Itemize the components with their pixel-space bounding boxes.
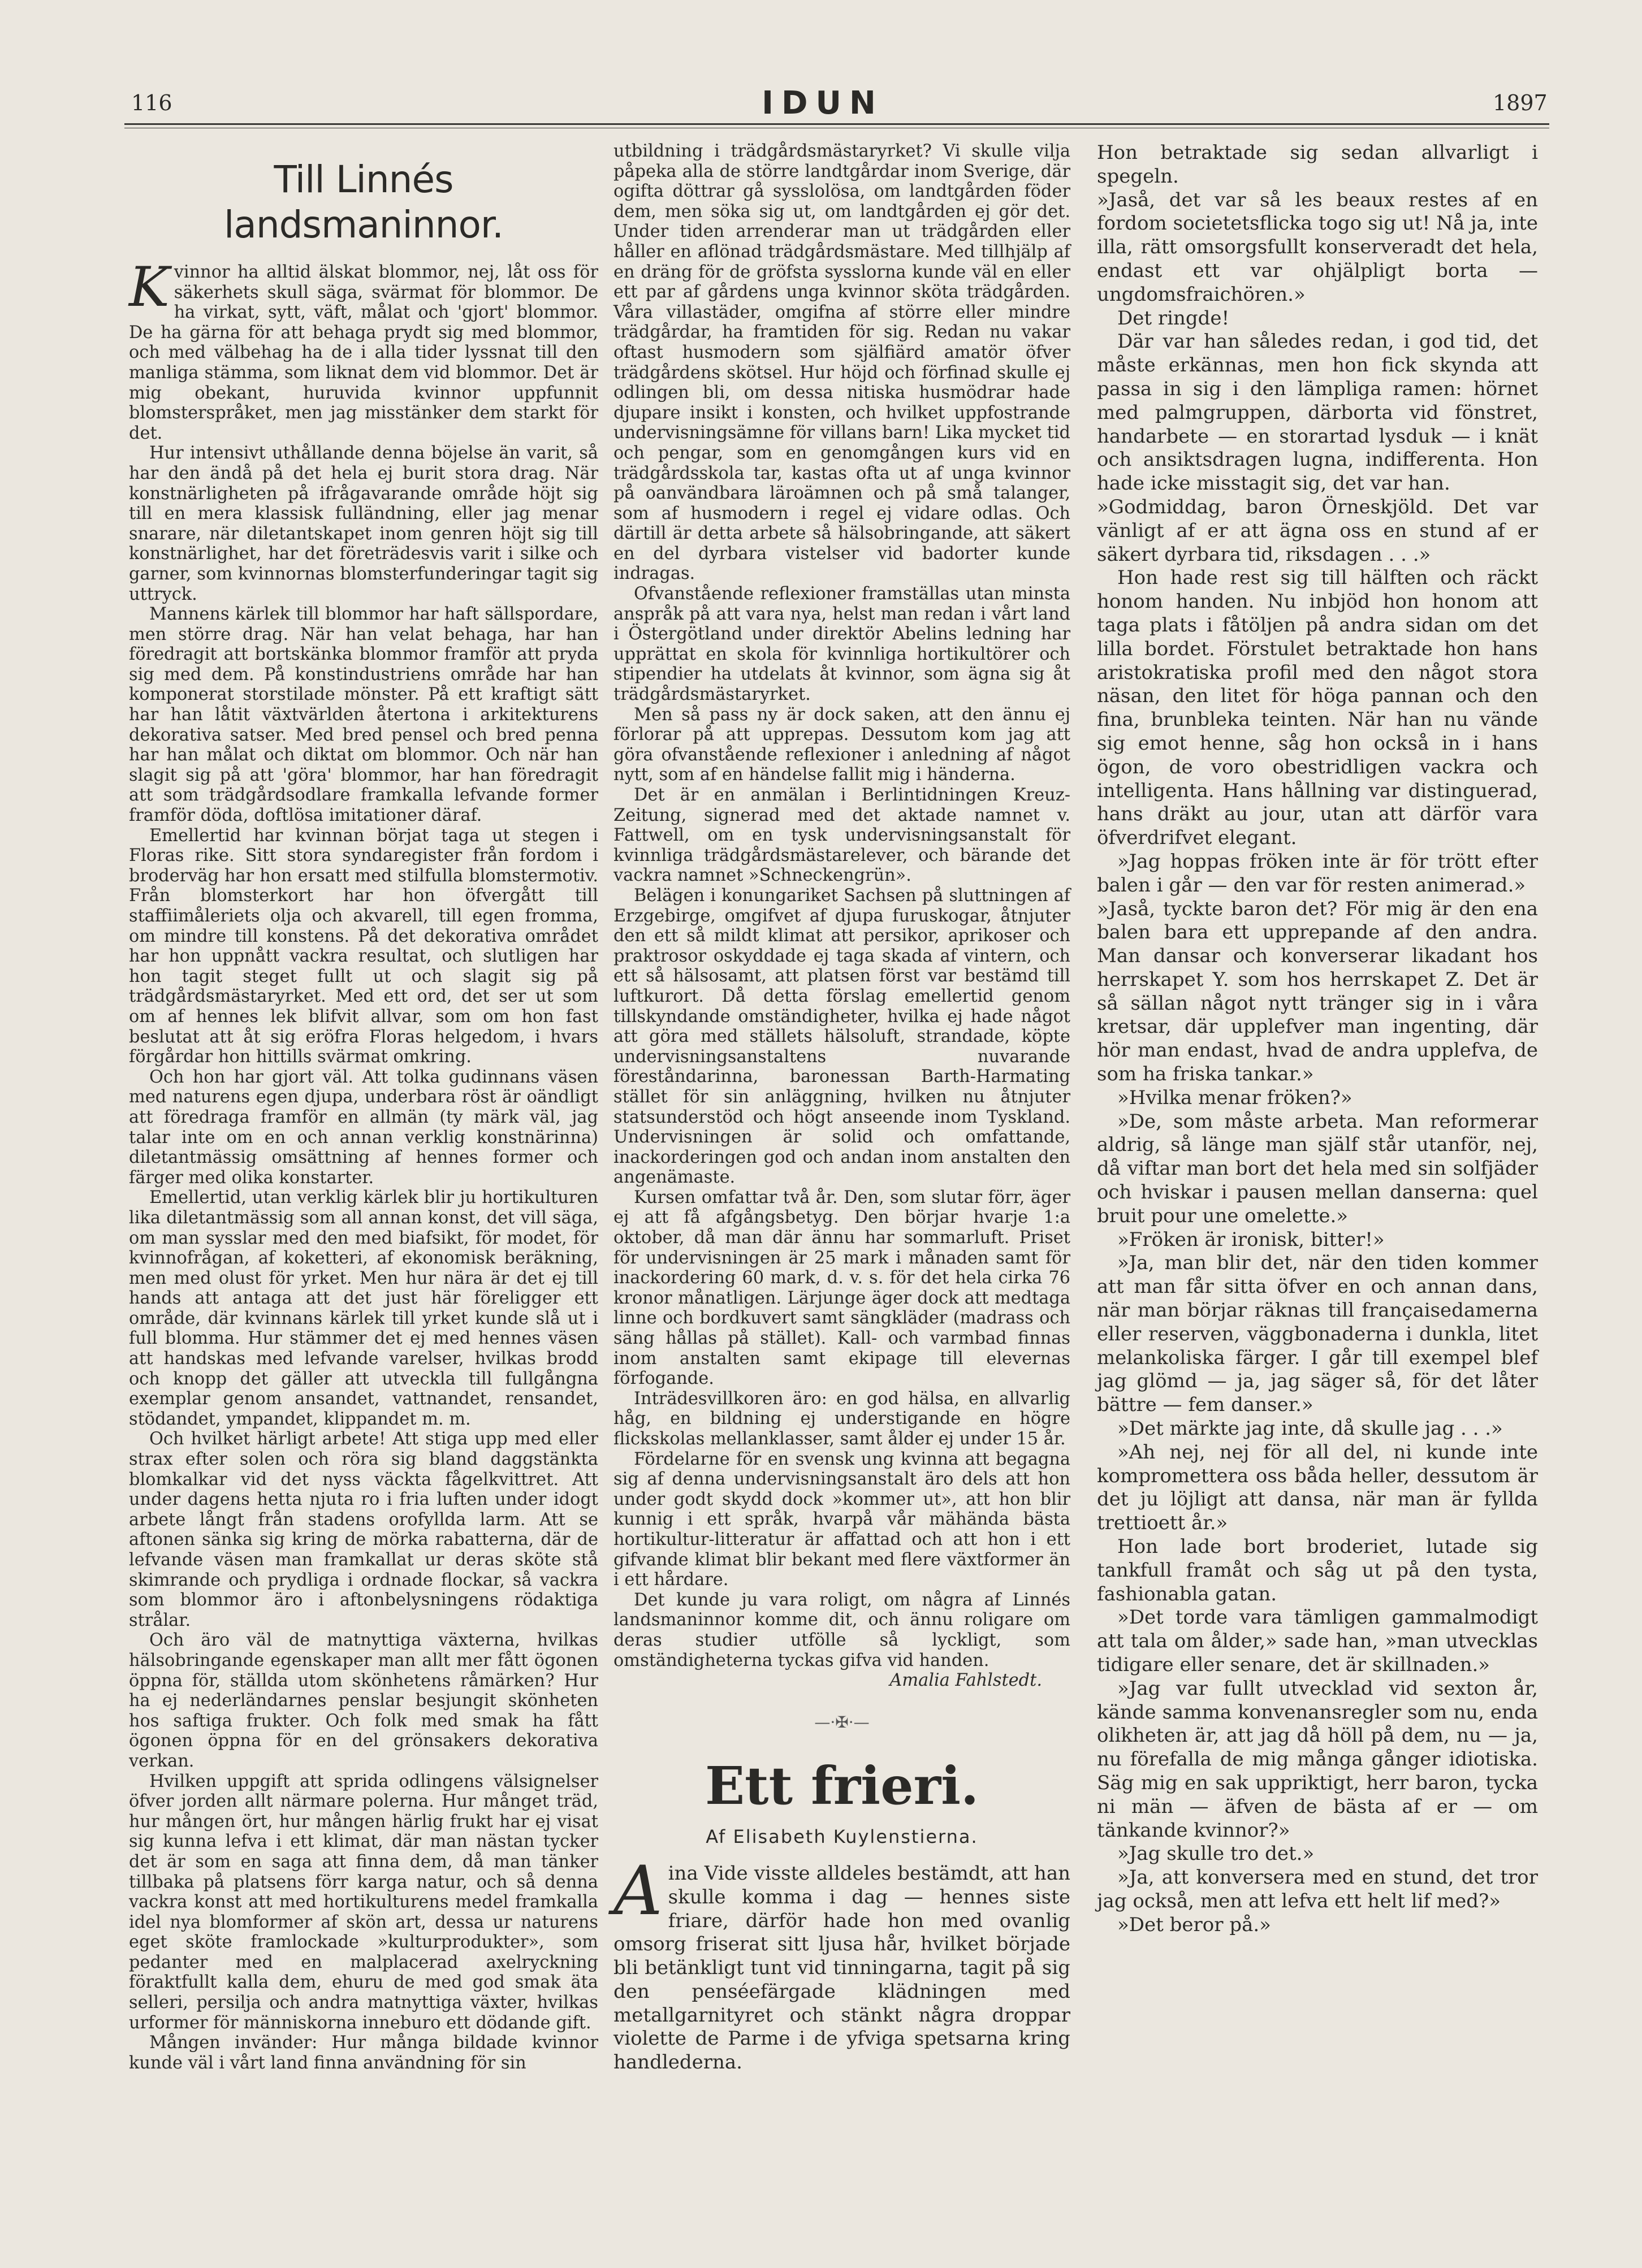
article2-paragraph: Där var han således redan, i god tid, det måste erkännas, men hon fick skynda att passa in sig i den lämpliga ramen: hörnet med palmgruppen, därborta vid fönstret, handarbete — en storartad lysduk — i knät och ansiktsdragen lugna, indifferenta. Hon hade icke misstagit sig, det var han. xyxy=(1097,330,1538,495)
article1-author: Amalia Fahlstedt. xyxy=(889,1670,1042,1691)
publication-year: 1897 xyxy=(1493,90,1548,115)
article2-paragraph: Hon lade bort broderiet, lutade sig tankfull framåt och såg ut på den tysta, fashionabla gatan. xyxy=(1097,1535,1538,1605)
page-header xyxy=(0,85,1642,124)
article2-paragraph: »Jaså, tyckte baron det? För mig är den ena balen bara ett upprepande af den andra. Man dansar och konverserar likadant hos herrskapet Y. som hos herrskapet Z. Det är så sällan något nytt tränger sig in i våra kretsar, där upplefver man ingenting, där hör man endast, hvad de andra upplefva, de som ha friska tankar.» xyxy=(1097,897,1538,1086)
article1-drop-cap: K xyxy=(129,256,170,319)
section-divider: —·✠·— xyxy=(814,1712,870,1732)
article1-paragraph: Och äro väl de matnyttiga växterna, hvilkas hälsobringande egenskaper man allt mer fått ögonen öppna för, ställda utom skönhetens råmärken? Hur ha ej nederländarnes penslar besjungit skönheten hos saftiga frukter. Och folk med smak ha fått ögonen öppna för en del grönsakers dekorativa verkan. xyxy=(129,1630,598,1771)
article1-continuation: Fördelarne för en svensk ung kvinna att begagna sig af denna undervisningsanstalt äro dels att hon under godt skydd dock »kommer ut», att hon blir kunnig i ett språk, hvarpå vår mähända bästa hortikultur-litteratur är affattad och att hon i ett gifvande klimat blir bekant med flere växtformer än i ett hårdare. xyxy=(613,1449,1070,1590)
column-1 xyxy=(129,141,598,2073)
article1-paragraph: Emellertid, utan verklig kärlek blir ju hortikulturen lika diletantmässig som all annan konst, det vill säga, om man sysslar med den med biafsikt, för modet, för kvinnofrågan, af koketteri, af ekonomisk beräkning, men med olust för yrket. Men hur nära är det ej till hands att antaga att det just här föreligger ett område, där kvinnans kärlek till yrket kunde slå ut i full blomma. Hur stämmer det ej med hennes väsen att handskas med lefvande varelser, hvilkas brodd och knopp det gäller att utveckla till fullgångna exemplar genom ansandet, vattnandet, rensandet, stödandet, ympandet, klippandet m. m. xyxy=(129,1188,598,1429)
column-2 xyxy=(613,141,1070,2075)
article1-paragraph: Hur intensivt uthållande denna böjelse än varit, så har den ändå på det hela ej burit stora drag. När konstnärligheten på ifrågavarande område höjt sig till en mera klassisk fulländning, eller jag menar snarare, när diletantskapet inom genren höjt sig till konstnärlighet, har det företrädesvis varit i silke och garner, som kvinnornas blomsterfunderingar tagit sig uttryck. xyxy=(129,443,598,604)
article1-paragraph: Mannens kärlek till blommor har haft sällspordare, men större drag. När han velat behaga, har han föredragit att bortskänka blommor framför att pryda sig med dem. På konstindustriens område har han komponerat storstilade mönster. På ett kraftigt sätt har han låtit växtvärlden återtona i arkitekturens dekorativa satser. Med bred pensel och bred penna har han målat och diktat om blommor. Och när han slagit sig på att 'göra' blommor, har han föredragit att som trädgårdsodlare framkalla lefvande former framför döda, doftlösa imitationer däraf. xyxy=(129,604,598,826)
masthead-title: IDUN xyxy=(762,85,884,122)
article2-paragraph: »Ja, att konversera med en stund, det tror jag också, men att lefva ett helt lif med?» xyxy=(1097,1866,1538,1912)
article2-opening: Aina Vide visste alldeles bestämdt, att han skulle komma i dag — hennes siste friare, därför hade hon med ovanlig omsorg friserat sitt ljusa hår, hvilket började bli betänkligt tunt vid tinningarna, tagit på sig den penséefärgade klädningen med metallgarnityret och stänkt några droppar violette de Parme i de yfviga spetsarna kring handlederna. xyxy=(613,1851,1070,2074)
article2-paragraph: »Ah nej, nej för all del, ni kunde inte kompromettera oss båda heller, dessutom är det ju löjligt att dansa, när man är fyllda trettioett år.» xyxy=(1097,1440,1538,1535)
article2-paragraph: »Hvilka menar fröken?» xyxy=(1117,1086,1353,1109)
article2-paragraph: »Fröken är ironisk, bitter!» xyxy=(1117,1228,1385,1251)
page-number: 116 xyxy=(131,90,172,115)
article2-paragraph: Hon hade rest sig till hälften och räckt honom handen. Nu inbjöd hon honom att taga plats i fåtöljen på andra sidan om det lilla bordet. Förstulet betraktade hon hans aristokratiska profil med den något stora näsan, den litet för höga pannan och den fina, brunbleka teinten. När han nu vände sig emot henne, såg hon också in i hans ögon, de voro obestridligen vackra och intelligenta. Hans hållning var distinguerad, hans dräkt au jour, utan att därför vara öfverdrifvet elegant. xyxy=(1097,566,1538,850)
article2-paragraph: »De, som måste arbeta. Man reformerar aldrig, så länge man själf står utanför, nej, då viftar man bort det hela med sin solfjäder och hviskar i pausen mellan danserna: quel bruit pour une omelette.» xyxy=(1097,1110,1538,1227)
article2-drop-cap: A xyxy=(613,1851,663,1931)
article2-paragraph: »Ja, man blir det, när den tiden kommer att man får sitta öfver en och annan dans, när man börjar räknas till françaisedamerna eller reserven, väggbonaderna i dunkla, litet melankoliska färger. I går till exempel blef jag glömd — ja, jag säger så, för det låter bättre — fem danser.» xyxy=(1097,1252,1538,1417)
article1-paragraph: Emellertid har kvinnan börjat taga ut stegen i Floras rike. Sitt stora syndaregister från fordom i broderväg har hon ersatt med stilfulla blomstermotiv. Från blomsterkort har hon öfvergått till staffiimåleriets olja och akvarell, till egen fromma, om mindre till konstens. På det dekorativa området har hon uppnått vackra resultat, och slutligen har hon tagit steget fullt ut och slagit sig på trädgårdsmästaryrket. Med ett ord, det ser ut som om af hennes lek blifvit allvar, som om hon fast beslutat att åt sig eröfra Floras helgedom, i hvars förgårdar hon hittills svärmat omkring. xyxy=(129,825,598,1067)
article2-paragraph: »Det torde vara tämligen gammalmodigt att tala om ålder,» sade han, »man utvecklas tidigare eller senare, det är skillnaden.» xyxy=(1097,1606,1538,1676)
article2-paragraph: »Jaså, det var så les beaux restes af en fordom societetsflicka togo sig ut! Nå ja, inte illa, rätt omsorgsfullt konserveradt det hela, endast ett var ohjälpligt borta — ungdomsfraichören.» xyxy=(1097,188,1538,306)
article1-title: Till Linnés landsmaninnor. xyxy=(224,158,503,246)
article2-paragraph: »Det märkte jag inte, då skulle jag . . .» xyxy=(1117,1417,1503,1440)
article2-paragraph: Hon betraktade sig sedan allvarligt i spegeln. xyxy=(1097,141,1538,188)
article1-continuation: utbildning i trädgårdsmästaryrket? Vi skulle vilja påpeka alla de större landtgårdar inom Sverige, där ogifta döttrar gå sysslolösa, om landtgården föder dem, men söka sig ut, om landtgården ej gör det. Under tiden arrenderar man ut trädgården eller håller en aflönad trädgårdsmästare. Med tillhjälp af en dräng för de gröfsta sysslorna kunde väl en eller ett par af gårdens unga kvinnor sköta trädgården. Våra villastäder, omgifna af större eller mindre trädgårdar, ha framtiden för sig. Redan nu vakar oftast husmodern som själfiärd amatör öfver trädgårdens skötsel. Hur höjd och förfinad skulle ej odlingen bli, om dessa nitiska husmödrar hade djupare insikt i konsten, och hvilket uppfostrande undervisningsämne för villans barn! Lika mycket tid och pengar, som en genomgången kurs vid en trädgårdsskola tar, kastas ofta ut af unga kvinnor på oanvändbara läroämnen och på små talanger, som af husmodern i regel ej vidare odlas. Och därtill är detta arbete så hälsobringande, att säkert en del dyrbara vistelser vid badorter kunde indragas. xyxy=(613,141,1070,584)
header-rule xyxy=(124,123,1549,125)
article2-paragraph: »Jag var fullt utvecklad vid sexton år, kände samma konvenansregler som nu, enda olikheten är, att jag då höll på dem, nu — ja, nu förefalla de mig många gånger idiotiska. Säg mig en sak uppriktigt, herr baron, tycka ni män — äfven de bästa af er — om tänkande kvinnor?» xyxy=(1097,1677,1538,1842)
column-3 xyxy=(1097,141,1538,1937)
article2-paragraph: »Jag hoppas fröken inte är för trött efter balen i går — den var för resten animerad.» xyxy=(1097,850,1538,897)
article1-paragraph: Mången invänder: Hur många bildade kvinnor kunde väl i vårt land finna användning för sin xyxy=(129,2033,598,2073)
article1-paragraph: Och hvilket härligt arbete! Att stiga upp med eller strax efter solen och röra sig bland daggstänkta blomkalkar vid det nyss väckta fågelkvittret. Att under dagens hetta njuta ro i fria luften under idogt arbete långt från stadens orofyllda larm. Att se aftonen sänka sig kring de mörka rabatterna, där de lefvande väsen man framkallat ur deras sköte stå skimrande och prydliga i ordnade flockar, så vackra som blommor äro i aftonbelysningens rödaktiga strålar. xyxy=(129,1429,598,1630)
article1-continuation: Det kunde ju vara roligt, om några af Linnés landsmaninnor komme dit, och ännu roligare om deras studier utfölle så lyckligt, som omständigheterna tyckas gifva vid handen. xyxy=(613,1590,1070,1670)
article2-opening-block xyxy=(613,1851,1070,2075)
article1-continuation: Belägen i konungariket Sachsen på sluttningen af Erzgebirge, omgifvet af djupa furuskogar, åtnjuter den ett så mildt klimat att persikor, aprikoser och praktrosor oskyddade ej taga skada af vintern, och ett så hälsosamt, att platsen först var bestämd till luftkurort. Då detta förslag emellertid genom tillskyndande omständigheter, hvilka ej hade något att göra med ställets hälsoluft, strandade, köpte undervisningsanstaltens nuvarande föreståndarinna, baronessan Barth-Harmating stället för sin anläggning, hvilken nu åtnjuter statsunderstöd och högt anseende inom Tyskland. Undervisningen är solid och omfattande, inackorderingen god och andan inom anstalten den angenämaste. xyxy=(613,885,1070,1188)
article1-paragraph: Kvinnor ha alltid älskat blommor, nej, låt oss för säkerhets skull säga, svärmat för blommor. De ha virkat, sytt, väft, målat och 'gjort' blommor. De ha gärna för att behaga prydt sig med blommor, och med välbehag ha de i alla tider lyssnat till den manliga stämma, som liknat dem vid blommor. Det är mig obekant, huruvida kvinnor uppfunnit blomsterspråket, men jag misstänker dem starkt för det. xyxy=(129,256,598,443)
article1-continuation: Ofvanstående reflexioner framställas utan minsta anspråk på att vara nya, helst man redan i vårt land i Östergötland under direktör Abelins ledning har upprättat en skola för kvinnliga hortikultörer och stipendier ha utdelats åt kvinnor, som ägna sig åt trädgårdsmästaryrket. xyxy=(613,584,1070,705)
article2-byline: Af Elisabeth Kuylenstierna. xyxy=(706,1826,978,1848)
article2-paragraph: »Det beror på.» xyxy=(1117,1913,1271,1936)
article2-paragraph: »Jag skulle tro det.» xyxy=(1117,1842,1315,1866)
article1-continuation: Kursen omfattar två år. Den, som slutar förr, äger ej att få afgångsbetyg. Den börjar hvarje 1:a oktober, då man där ännu har sommarluft. Priset för undervisningen är 25 mark i månaden samt för inackordering 60 mark, d. v. s. för det hela cirka 76 kronor månatligen. Lärjunge äger dock att medtaga linne och bordkuvert samt sängkläder (madrass och säng hållas på stället). Kall- och varmbad finnas inom anstalten samt ekipage till elevernas förfogande. xyxy=(613,1187,1070,1389)
article1-paragraph: Hvilken uppgift att sprida odlingens välsignelser öfver jorden allt närmare polerna. Hur månget träd, hur mången ört, hur mången härlig frukt har ej visat sig kunna lefva i ett klimat, där man nästan tycker det är som en saga att finna dem, då man tänker tillbaka på platsens förr karga natur, och så denna vackra konst att med hortikulturens medel framkalla idel nya blomformer af skön art, dessa ur naturens eget sköte framlockade »kulturprodukter», som pedanter med en malplacerad axelryckning föraktfullt kalla dem, ehuru de med god smak äta selleri, persilja och andra matnyttiga växter, hvilkas urformer för människorna inneburo ett dödande gift. xyxy=(129,1771,598,2033)
article1-paragraph: Och hon har gjort väl. Att tolka gudinnans väsen med naturens egen djupa, underbara röst är oändligt att föredraga framför en allmän (ty märk väl, jag talar inte om en och annan verklig konstnärinna) diletantmässig omsättning af hennes former och färger med olika konstarter. xyxy=(129,1067,598,1188)
article1-continuation: Men så pass ny är dock saken, att den ännu ej förlorar på att upprepas. Dessutom kom jag att göra ofvanstående reflexioner i anledning af något nytt, som af en händelse fallit mig i händerna. xyxy=(613,704,1070,785)
article2-paragraph: Det ringde! xyxy=(1117,306,1230,330)
article1-continuation: Det är en anmälan i Berlintidningen Kreuz-Zeitung, signerad med det aktade namnet v. Fattwell, om en tysk undervisningsanstalt för kvinnliga trädgårdsmästarelever, och bärande det vackra namnet »Schneckengrün». xyxy=(613,785,1070,886)
article2-paragraph: »Godmiddag, baron Örneskjöld. Det var vänligt af er att ägna oss en stund af er säkert dyrbara tid, riksdagen . . .» xyxy=(1097,495,1538,566)
article1-continuation: Inträdesvillkoren äro: en god hälsa, en allvarlig håg, en bildning ej understigande en högre flickskolas mellanklasser, samt ålder ej under 15 år. xyxy=(613,1388,1070,1449)
article2-title: Ett frieri. xyxy=(705,1755,979,1817)
